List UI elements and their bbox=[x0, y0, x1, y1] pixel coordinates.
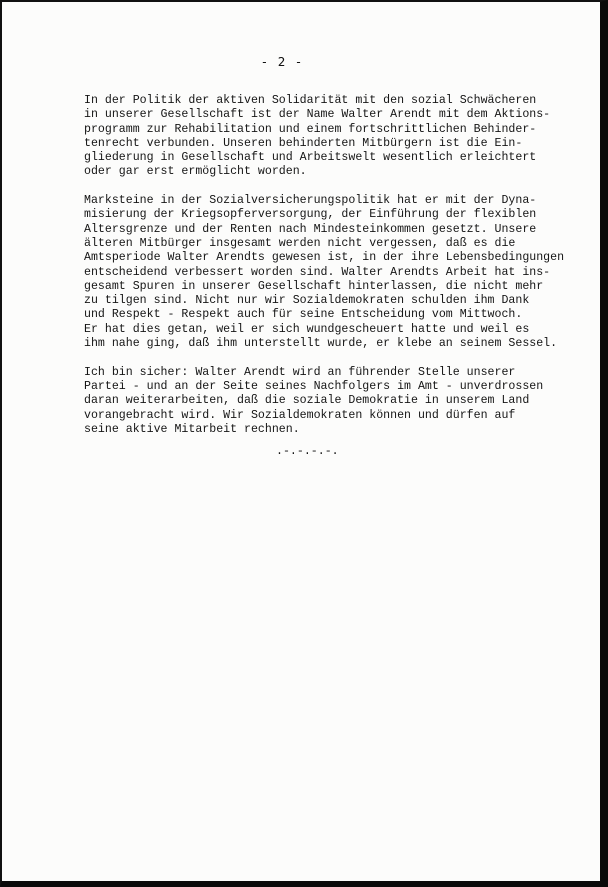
text-line: oder gar erst ermöglicht worden. bbox=[84, 165, 307, 179]
text-line: gliederung in Gesellschaft und Arbeitswelt wesentlich erleichtert bbox=[84, 151, 537, 165]
text-line: daran weiterarbeiten, daß die soziale Demokratie in unserem Land bbox=[84, 394, 530, 408]
text-line: gesamt Spuren in unserer Gesellschaft hinterlassen, die nicht mehr bbox=[84, 279, 544, 293]
paragraph-rehabilitation bbox=[84, 94, 584, 180]
text-line: vorangebracht wird. Wir Sozialdemokraten können und dürfen auf bbox=[84, 408, 516, 422]
text-line: entscheidend verbessert worden sind. Walter Arendts Arbeit hat ins- bbox=[84, 265, 551, 279]
text-line: tenrecht verbunden. Unseren behinderten Mitbürgern ist die Ein- bbox=[84, 136, 523, 150]
page-number: - 2 - bbox=[260, 54, 304, 69]
text-line: Er hat dies getan, weil er sich wundgescheuert hatte und weil es bbox=[84, 322, 530, 336]
ending-mark: .-.-.-.-. bbox=[276, 445, 339, 459]
document-body bbox=[84, 94, 584, 460]
text-line: zu tilgen sind. Nicht nur wir Sozialdemokraten schulden ihm Dank bbox=[84, 294, 530, 308]
paragraph-outlook bbox=[84, 366, 584, 437]
text-line: seine aktive Mitarbeit rechnen. bbox=[84, 422, 300, 436]
text-line: in unserer Gesellschaft ist der Name Walter Arendt mit dem Aktions- bbox=[84, 108, 551, 122]
text-line: programm zur Rehabilitation und einem fortschrittlichen Behinder- bbox=[84, 122, 537, 136]
paragraph-social-insurance bbox=[84, 194, 584, 351]
text-line: ihm nahe ging, daß ihm unterstellt wurde, er klebe an seinem Sessel. bbox=[84, 337, 558, 351]
text-line: Marksteine in der Sozialversicherungspolitik hat er mit der Dyna- bbox=[84, 194, 537, 208]
text-line: Amtsperiode Walter Arendts gewesen ist, in der ihre Lebensbedingungen bbox=[84, 251, 565, 265]
text-line: und Respekt - Respekt auch für seine Entscheidung vom Mittwoch. bbox=[84, 308, 523, 322]
text-line: Partei - und an der Seite seines Nachfolgers im Amt - unverdrossen bbox=[84, 379, 544, 393]
text-line: In der Politik der aktiven Solidarität mit den sozial Schwächeren bbox=[84, 94, 537, 107]
text-line: misierung der Kriegsopferversorgung, der Einführung der flexiblen bbox=[84, 208, 537, 222]
text-line: Altersgrenze und der Renten nach Mindesteinkommen gesetzt. Unsere bbox=[84, 222, 537, 236]
text-line: älteren Mitbürger insgesamt werden nicht vergessen, daß es die bbox=[84, 236, 516, 250]
text-line: Ich bin sicher: Walter Arendt wird an führender Stelle unserer bbox=[84, 365, 516, 379]
